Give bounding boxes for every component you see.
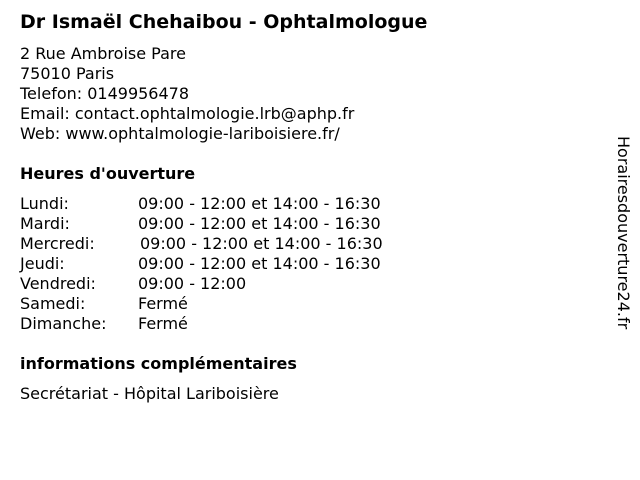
site-watermark: Horairesdouverture24.fr xyxy=(614,136,633,330)
day-label: Mercredi: xyxy=(20,234,95,253)
time-value: Fermé xyxy=(138,314,188,333)
time-value: 09:00 - 12:00 et 14:00 - 16:30 xyxy=(140,234,383,253)
web-text: Web: www.ophtalmologie-lariboisiere.fr/ xyxy=(20,124,340,143)
time-value: 09:00 - 12:00 xyxy=(138,274,247,293)
email-text: Email: contact.ophtalmologie.lrb@aphp.fr xyxy=(20,104,355,123)
day-label: Jeudi: xyxy=(20,254,65,273)
contact-block xyxy=(20,44,354,144)
additional-info-heading: informations complémentaires xyxy=(20,354,297,373)
day-label: Vendredi: xyxy=(20,274,96,293)
opening-hours-heading: Heures d'ouverture xyxy=(20,164,196,183)
time-value: 09:00 - 12:00 et 14:00 - 16:30 xyxy=(138,194,381,213)
phone-text: Telefon: 0149956478 xyxy=(20,84,190,103)
address-street: 2 Rue Ambroise Pare xyxy=(20,44,186,63)
time-value: 09:00 - 12:00 et 14:00 - 16:30 xyxy=(138,254,381,273)
day-label: Dimanche: xyxy=(20,314,107,333)
day-label: Mardi: xyxy=(20,214,70,233)
additional-info-text: Secrétariat - Hôpital Lariboisière xyxy=(20,384,279,403)
address-city: 75010 Paris xyxy=(20,64,115,83)
day-label: Lundi: xyxy=(20,194,69,213)
time-value: 09:00 - 12:00 et 14:00 - 16:30 xyxy=(138,214,381,233)
page-title: Dr Ismaël Chehaibou - Ophtalmologue xyxy=(20,11,428,33)
day-label: Samedi: xyxy=(20,294,86,313)
time-value: Fermé xyxy=(138,294,188,313)
